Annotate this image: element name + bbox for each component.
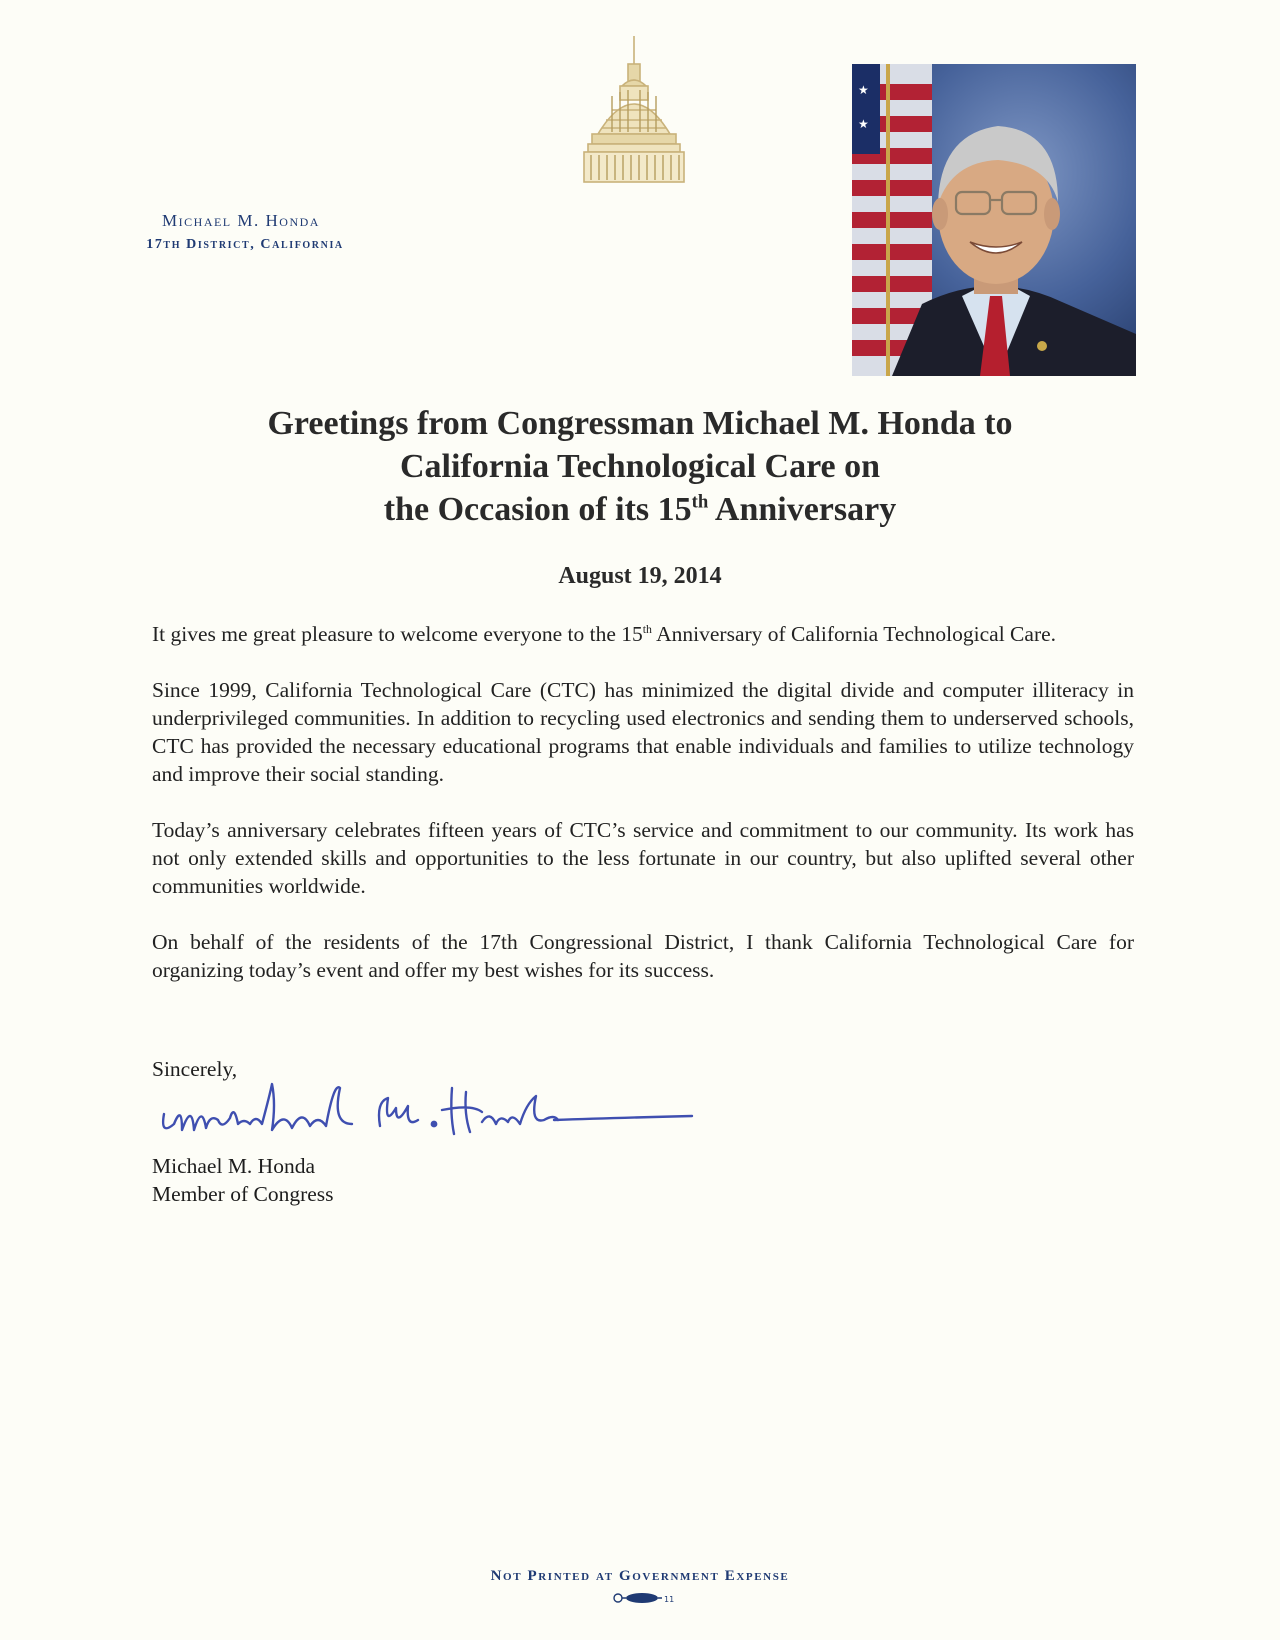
p1-ordinal-suffix: th [642,621,652,636]
letterhead-sender [60,210,430,256]
letter-date: August 19, 2014 [558,563,722,589]
closing-salutation: Sincerely, [152,1057,238,1081]
letter-title [160,402,1120,531]
p1-pre: It gives me great pleasure to welcome everyone to the 15 [152,622,643,646]
signoff-role: Member of Congress [152,1182,334,1206]
capitol-dome-emblem [582,34,686,190]
title-line-1: Greetings from Congressman Michael M. Honda to [267,405,1013,442]
footer-notice: Not Printed at Government Expense [490,1568,790,1584]
svg-text:★: ★ [858,117,869,131]
title-line-3-pre: the Occasion of its 15 [383,491,692,528]
body-paragraph-3: Today’s anniversary celebrates fifteen years of CTC’s service and commitment to our community. Its work has not only extended skills and opportunities to the less fortunate in our country, but also uplifted several other communities worldwide. [152,818,1134,898]
title-ordinal-suffix: th [691,491,709,513]
sender-name: Michael M. Honda [162,211,320,230]
sender-district: 17th District, California [146,237,344,252]
union-label-number: 11 [664,1595,675,1604]
body-paragraph-1 [152,620,1134,648]
union-label-icon [612,1590,676,1606]
letter-body [152,620,1134,1012]
svg-text:★: ★ [858,83,869,97]
signoff-block [152,1152,334,1208]
handwritten-signature [152,1074,712,1146]
congressman-portrait-photo [852,64,1136,376]
body-paragraph-4: On behalf of the residents of the 17th Congressional District, I thank California Technological Care for organizing today’s event and offer my best wishes for its success. [152,930,1134,982]
title-line-3-post: Anniversary [708,491,897,528]
signoff-name: Michael M. Honda [152,1154,316,1178]
title-line-2: California Technological Care on [399,448,881,485]
title-line-3 [160,488,1120,531]
p1-post: Anniversary of California Technological Care. [651,622,1057,646]
body-paragraph-2: Since 1999, California Technological Care (CTC) has minimized the digital divide and computer illiteracy in underprivileged communities. In addition to recycling used electronics and sending them to underserved schools, CTC has provided the necessary educational programs that enable individuals and families to utilize technology and improve their social standing. [152,678,1134,786]
